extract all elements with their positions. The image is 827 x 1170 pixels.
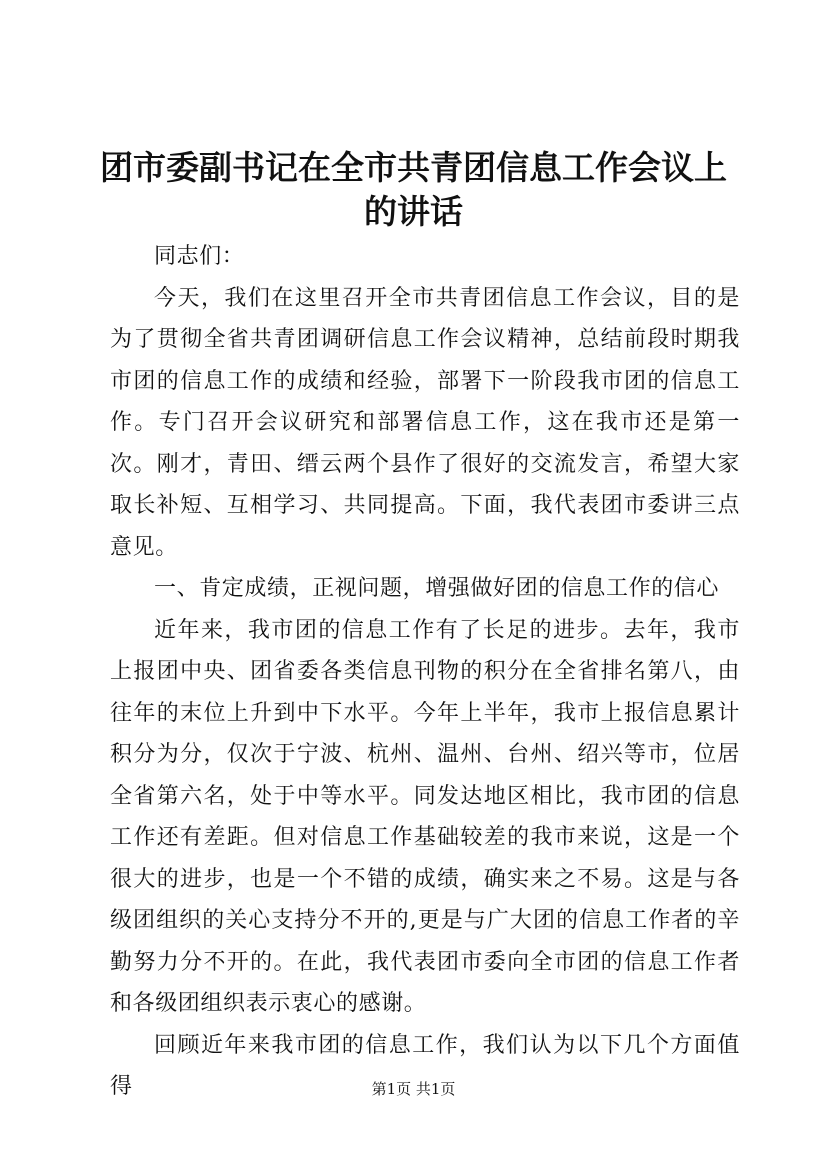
page-footer: 第1页 共1页: [371, 1080, 456, 1098]
paragraph-review: 回顾近年来我市团的信息工作，我们认为以下几个方面值得: [110, 1032, 740, 1099]
paragraph-achievements: 近年来，我市团的信息工作有了长足的进步。去年，我市上报团中央、团省委各类信息刊物的积分在全省排名第八，由往年的末位上升到中下水平。今年上半年，我市上报信息累计积分为分，仅次于宁波、杭州、温州、台州、绍兴等市，位居全省第六名，处于中等水平。同发达地区相比，我市团的信息工作还有差距。但对信息工作基础较差的我市来说，这是一个很大的进步，也是一个不错的成绩，确实来之不易。这是与各级团组织的关心支持分不开的,更是与广大团的信息工作者的辛勤努力分不开的。在此，我代表团市委向全市团的信息工作者和各级团组织表示衷心的感谢。: [110, 617, 740, 1016]
document-title: 团市委副书记在全市共青团信息工作会议上的讲话: [100, 148, 727, 231]
section-heading-1: 一、肯定成绩，正视问题，增强做好团的信息工作的信心: [154, 576, 720, 601]
document-body: [110, 236, 740, 1108]
greeting: 同志们：: [154, 244, 245, 269]
paragraph-intro: 今天，我们在这里召开全市共青团信息工作会议，目的是为了贯彻全省共青团调研信息工作会议精神，总结前段时期我市团的信息工作的成绩和经验，部署下一阶段我市团的信息工作。专门召开会议研究和部署信息工作，这在我市还是第一次。刚才，青田、缙云两个县作了很好的交流发言，希望大家取长补短、互相学习、共同提高。下面，我代表团市委讲三点意见。: [110, 285, 740, 560]
